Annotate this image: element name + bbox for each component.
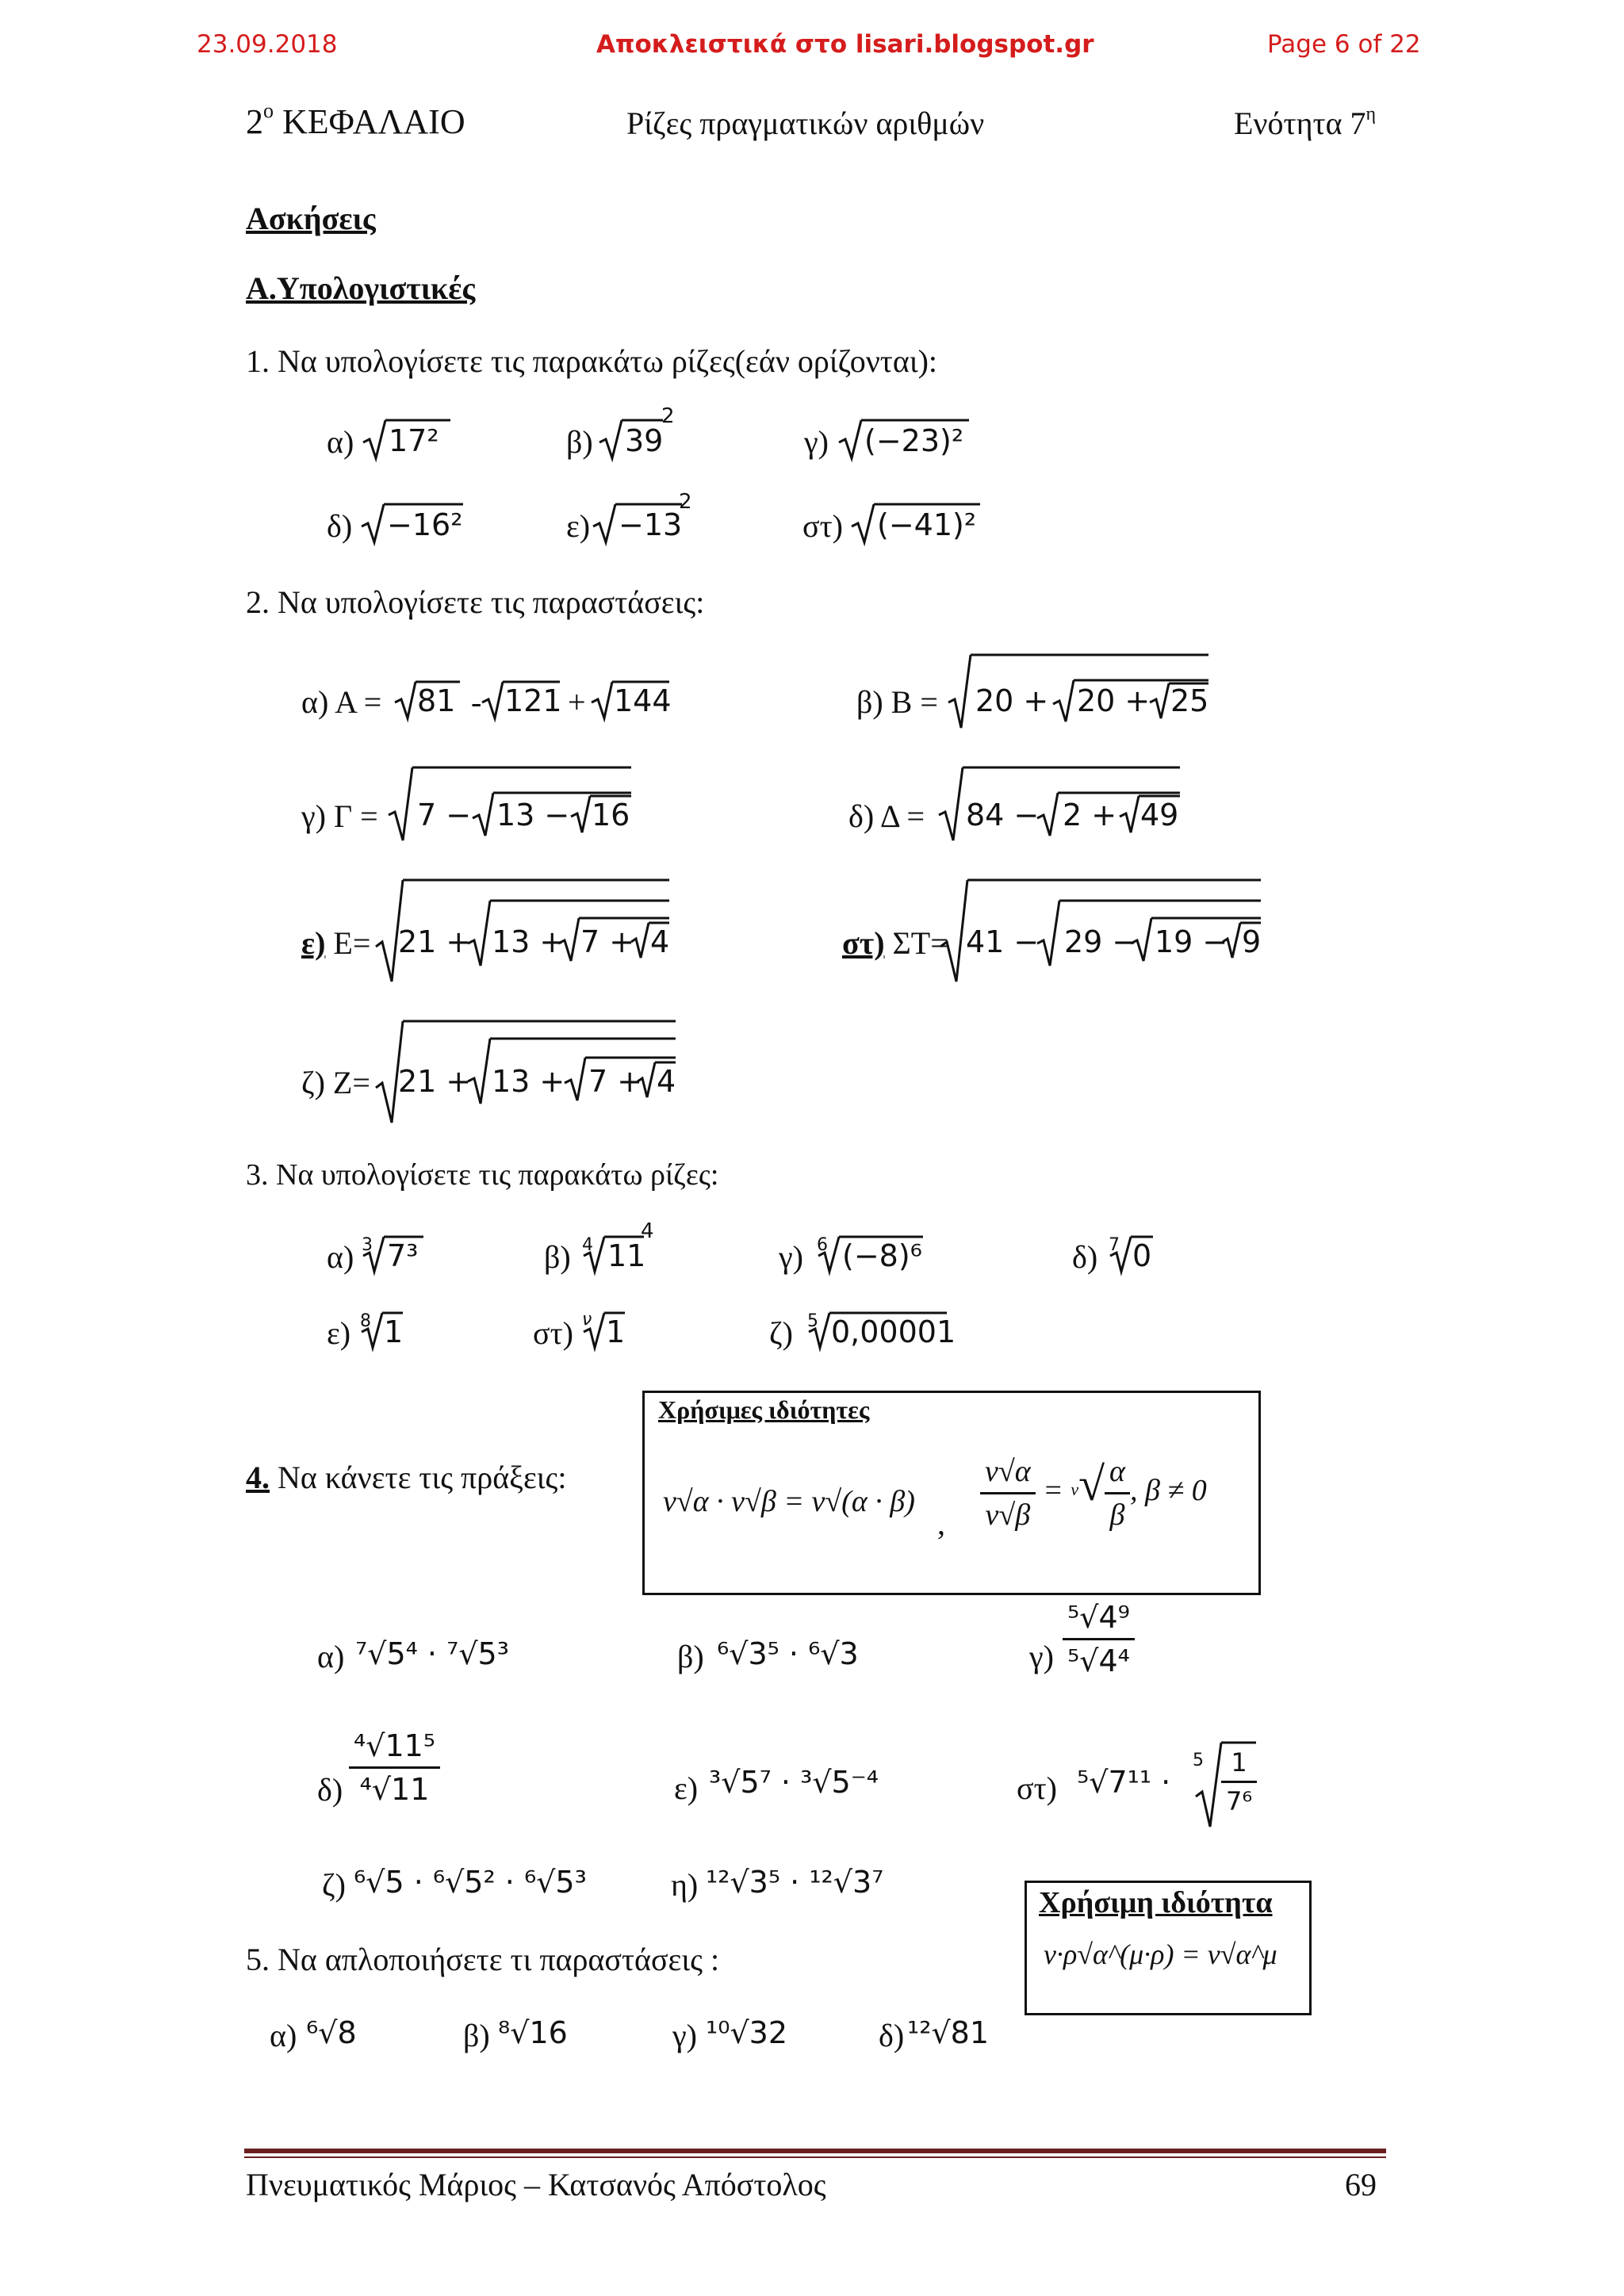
radical-icon [565, 1056, 587, 1102]
ex1-a-expr: 17² [389, 423, 439, 458]
fraction-inner: $\frac{\alpha}{\beta}$ [1105, 1454, 1130, 1533]
radical-icon [584, 1311, 606, 1349]
ex2-c-term3: 16 [592, 798, 630, 832]
ex2-e-term1: 21 + [398, 924, 472, 959]
radical-icon [584, 1235, 606, 1273]
vinculum-line [1151, 916, 1261, 920]
ex1-f-label: στ) [802, 508, 843, 544]
ex3-f-label: στ) [533, 1315, 573, 1351]
ex2-b-label: β) Β = [856, 684, 938, 720]
ex3-b-exp: 4 [641, 1219, 654, 1243]
ex4-d-expr [349, 1728, 440, 1807]
radical-icon [1053, 679, 1075, 723]
property-box-title: Χρήσιμη ιδιότητα [1039, 1886, 1273, 1919]
ex1-b-exp: 2 [661, 404, 675, 428]
ex1-c-label: γ) [804, 424, 829, 460]
header-site: Αποκλειστικά στο lisari.blogspot.gr [596, 30, 1094, 59]
footer-rule-thin [244, 2156, 1386, 2158]
ex5-title: 5. Να απλοποιήσετε τι παραστάσεις : [246, 1942, 720, 1977]
radical-icon [363, 419, 387, 460]
ex4-f-frac [1221, 1747, 1257, 1816]
radical-icon [1150, 682, 1170, 720]
ex3-f-index: ν [582, 1310, 592, 1330]
ex2-c-term2: 13 − [496, 798, 570, 832]
vinculum-line [385, 419, 450, 422]
radical-icon [468, 1037, 492, 1105]
footer-rule [244, 2149, 1386, 2153]
vinculum-line [579, 916, 669, 920]
ex1-b-label: β) [566, 424, 593, 460]
ex5-d-label: δ) [879, 2018, 905, 2053]
ex3-b-expr: 11 [607, 1238, 646, 1273]
radical-icon [1037, 791, 1059, 837]
ex2-g-label: ζ) Ζ= [301, 1065, 370, 1100]
vinculum-line [403, 878, 669, 882]
ex3-g-index: 5 [807, 1311, 818, 1331]
ex1-d-expr: −16² [387, 507, 463, 542]
radical-icon [571, 794, 592, 834]
ex2-a-op2: + [568, 684, 586, 720]
radical-icon [558, 916, 580, 962]
vinculum-line [384, 503, 463, 506]
radical-icon [818, 1235, 841, 1273]
radical-icon [1110, 1235, 1132, 1273]
ex4-b-label: β) [677, 1639, 704, 1674]
ex1-f-expr: (−41)² [877, 507, 977, 542]
ex5-a-expr: ⁶√8 [306, 2015, 357, 2050]
property-box-formula: ν·ρ√α^(μ·ρ) = ν√α^μ [1044, 1938, 1277, 1970]
radical-icon [593, 503, 617, 544]
ex4-f-index: 5 [1193, 1751, 1204, 1770]
vinculum-line [874, 503, 980, 506]
vinculum-line [622, 419, 663, 422]
chapter-name: ΚΕΦΑΛΑΙΟ [282, 102, 465, 141]
ex2-a-label: α) Α = [301, 684, 382, 720]
ex1-a-label: α) [327, 424, 354, 460]
vinculum-line [615, 503, 682, 506]
ex2-e-label: ε) Ε= [301, 925, 371, 961]
ex3-e-index: 8 [360, 1311, 371, 1331]
radical-icon [1037, 899, 1061, 967]
radical-icon [362, 1311, 384, 1349]
vinculum-line [1221, 1741, 1256, 1744]
ex2-a-term3: 144 [614, 683, 672, 718]
ex2-a-term1: 81 [417, 683, 456, 718]
ex3-a-label: α) [327, 1239, 354, 1275]
radical-icon [1120, 794, 1140, 834]
ex3-e-expr: 1 [384, 1314, 404, 1349]
ex4-f-label: στ) [1017, 1770, 1057, 1806]
vinculum-line [963, 766, 1180, 769]
properties-formula-product: ν√α · ν√β = ν√(α · β) [663, 1485, 915, 1518]
chapter-unit: Ενότητα $7^\eta$ [1234, 104, 1377, 141]
radical-icon [362, 503, 385, 544]
radical-icon [395, 680, 417, 720]
ex4-c-expr [1063, 1600, 1135, 1678]
ex5-a-label: α) [270, 2018, 297, 2053]
radical-icon [482, 680, 504, 720]
radical-icon [592, 680, 614, 720]
vinculum-line [861, 419, 969, 422]
ex2-g-term3: 7 + [588, 1064, 643, 1099]
ex2-d-term2: 2 + [1063, 798, 1117, 832]
ex3-e-label: ε) [327, 1315, 351, 1351]
radical-icon [852, 503, 875, 544]
radical-icon [1223, 921, 1242, 959]
ex2-d-term3: 49 [1140, 798, 1179, 832]
radical-icon [1196, 1741, 1223, 1828]
vinculum-line [490, 1037, 676, 1040]
ex3-b-index: 4 [582, 1235, 593, 1255]
ex2-a-term2: 121 [504, 683, 562, 718]
ex4-h-label: η) [671, 1867, 699, 1903]
radical-icon [363, 1235, 385, 1273]
ex2-e-term2: 13 + [492, 924, 565, 959]
fraction: $\frac{\nu√\alpha}{\nu√\beta}$ [980, 1454, 1036, 1533]
fraction: $\frac{\text{⁵√4⁹}}{\text{⁵√4⁴}}$ [1063, 1600, 1135, 1678]
ex3-f-expr: 1 [606, 1314, 626, 1349]
chapter-number: 2 [246, 102, 263, 141]
properties-box-title: Χρήσιμες ιδιότητες [658, 1395, 870, 1424]
ex2-d-term1: 84 − [966, 798, 1040, 832]
fraction: $\frac{\text{⁴√11⁵}}{\text{⁴√11}}$ [349, 1728, 440, 1807]
ex1-e-label: ε) [566, 508, 591, 544]
ex2-b-term3: 25 [1170, 683, 1209, 718]
ex5-c-label: γ) [672, 2018, 697, 2053]
properties-quotient: $\frac{\nu√\alpha}{\nu√\beta}$ = ν√ $\frac{\alpha}{\beta}$ , β ≠ 0 [980, 1454, 1207, 1533]
ex2-b-term2: 20 + [1077, 683, 1151, 718]
ex2-f-term3: 19 − [1155, 924, 1228, 959]
radical-icon [638, 1061, 657, 1099]
radical-icon [809, 1311, 831, 1349]
ex4-a-expr: ⁷√5⁴ · ⁷√5³ [355, 1636, 509, 1671]
ex1-c-expr: (−23)² [864, 423, 964, 458]
ex2-g-term2: 13 + [492, 1064, 565, 1099]
radical-icon [473, 791, 495, 837]
ex4-e-label: ε) [674, 1770, 699, 1806]
ex3-title: 3. Να υπολογίσετε τις παρακάτω ρίζες: [246, 1158, 719, 1192]
ex4-title: 4. Να κάνετε τις πράξεις: [246, 1460, 567, 1495]
ex2-a-op1: - [471, 684, 482, 720]
vinculum-line [967, 878, 1261, 882]
ex5-d-expr: ¹²√81 [907, 2015, 990, 2050]
ex3-g-expr: 0,00001 [831, 1314, 956, 1349]
ex5-c-expr: ¹⁰√32 [706, 2015, 788, 2050]
ex3-a-expr: 7³ [387, 1238, 419, 1273]
ex3-g-label: ζ) [769, 1315, 793, 1351]
radical-icon [939, 766, 964, 842]
ex2-c-term1: 7 − [417, 798, 472, 832]
ex2-f-term1: 41 − [966, 924, 1040, 959]
chapter-number-sup: ο [263, 99, 274, 122]
radical-icon [599, 419, 623, 460]
vinculum-line [403, 1020, 676, 1023]
ex1-d-label: δ) [327, 508, 353, 544]
ex1-e-expr: −13 [619, 507, 683, 542]
properties-comma: , [937, 1506, 945, 1541]
ex2-f-term4: 9 [1242, 924, 1262, 959]
ex4-d-label: δ) [317, 1772, 343, 1808]
ex3-c-label: γ) [779, 1239, 803, 1275]
ex3-c-expr: (−8)⁶ [842, 1238, 922, 1273]
footer-authors: Πνευματικός Μάριος – Κατσανός Απόστολος [246, 2167, 826, 2202]
ex3-a-index: 3 [362, 1235, 373, 1255]
ex4-g-expr: ⁶√5 · ⁶√5² · ⁶√5³ [354, 1865, 587, 1900]
vinculum-line [1059, 899, 1261, 902]
ex2-e-term3: 7 + [580, 924, 635, 959]
section-subtitle: Α.Υπολογιστικές [246, 270, 476, 306]
ex5-b-expr: ⁸√16 [498, 2015, 568, 2050]
radical-icon [631, 921, 650, 959]
ex2-g-term1: 21 + [398, 1064, 472, 1099]
ex3-d-expr: 0 [1132, 1238, 1152, 1273]
radical-icon [389, 766, 414, 842]
radical-icon [940, 878, 969, 983]
chapter-title: Ρίζες πραγματικών αριθμών [626, 105, 985, 141]
chapter-heading [246, 101, 465, 142]
ex3-c-index: 6 [817, 1235, 828, 1255]
ex1-b-expr: 39 [625, 423, 664, 458]
vinculum-line [490, 899, 669, 902]
ex3-d-index: 7 [1109, 1235, 1120, 1255]
ex4-f-expr1: ⁵√7¹¹ · [1077, 1765, 1171, 1800]
ex2-f-label: στ) ΣΤ= [842, 925, 948, 961]
ex2-f-term2: 29 − [1064, 924, 1138, 959]
ex1-title: 1. Να υπολογίσετε τις παρακάτω ρίζες(εάν ορίζονται): [246, 343, 938, 379]
radical-icon [468, 899, 492, 967]
ex5-b-label: β) [463, 2018, 490, 2053]
vinculum-line [412, 766, 631, 769]
radical-icon [1131, 916, 1153, 962]
ex2-b-term1: 20 + [975, 683, 1049, 718]
ex4-e-expr: ³√5⁷ · ³√5⁻⁴ [709, 1765, 879, 1800]
ex3-d-label: δ) [1072, 1239, 1098, 1275]
header-page: Page 6 of 22 [1267, 30, 1421, 59]
radical-icon [948, 653, 972, 729]
ex2-title: 2. Να υπολογίσετε τις παραστάσεις: [246, 584, 705, 620]
ex2-g-term4: 4 [657, 1064, 676, 1099]
ex4-h-expr: ¹²√3⁵ · ¹²√3⁷ [706, 1865, 884, 1900]
ex2-e-term4: 4 [650, 924, 670, 959]
radical-icon [839, 419, 863, 460]
fraction: $\frac{1}{\text{7⁶}}$ [1221, 1747, 1257, 1816]
ex4-g-label: ζ) [322, 1867, 346, 1903]
ex2-c-label: γ) Γ = [301, 798, 378, 834]
header-date: 23.09.2018 [197, 30, 338, 59]
ex4-a-label: α) [317, 1639, 345, 1674]
section-title: Ασκήσεις [246, 201, 376, 236]
ex4-c-label: γ) [1029, 1639, 1054, 1674]
ex2-d-label: δ) Δ = [848, 798, 925, 834]
footer-page-number: 69 [1345, 2167, 1377, 2202]
ex4-b-expr: ⁶√3⁵ · ⁶√3 [717, 1636, 859, 1671]
ex3-b-label: β) [544, 1239, 571, 1275]
vinculum-line [585, 1056, 676, 1059]
ex1-e-exp: 2 [679, 490, 692, 514]
vinculum-line [971, 653, 1208, 656]
